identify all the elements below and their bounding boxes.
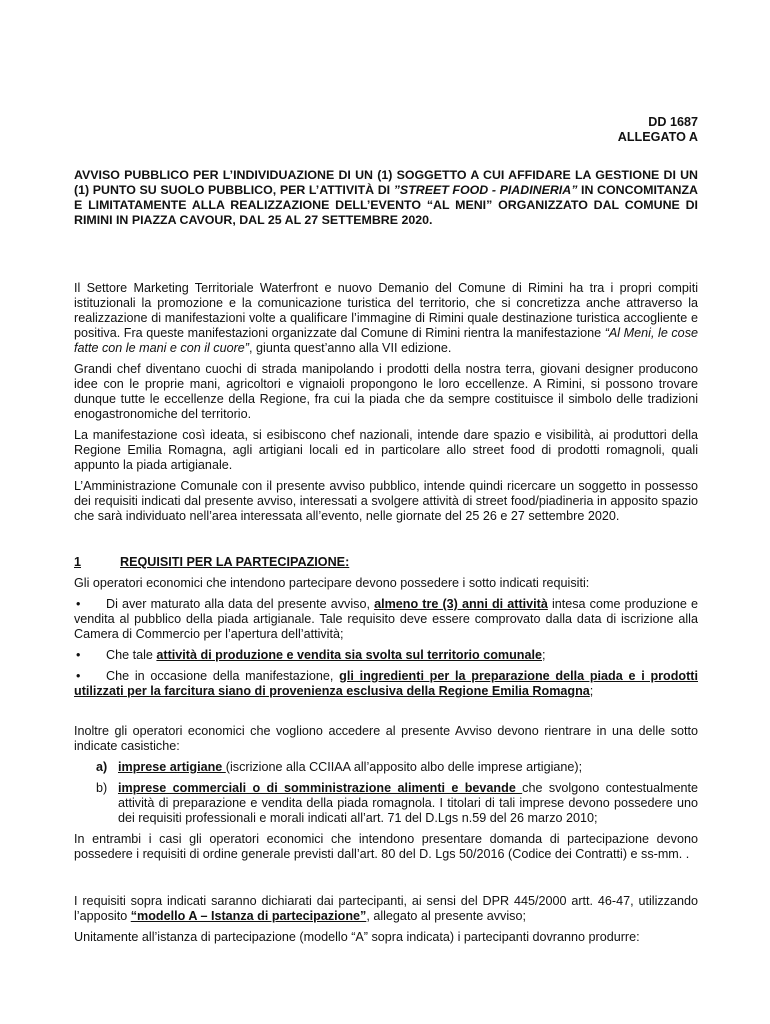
section-1-heading — [74, 555, 698, 570]
title-part-2: IN CONCOMITANZA E LIMITATAMENTE ALLA REALIZZAZIONE DELL’EVENTO “AL MENI” ORGANIZZATO DAL COMUNE DI RIMINI IN PIAZZA CAVOUR, DAL 25 AL 27 SETTEMBRE 2020. — [74, 183, 698, 227]
declaration-paragraph — [74, 894, 698, 924]
bullet-3-tail: ; — [589, 684, 594, 698]
document-body — [74, 115, 698, 945]
declaration-tail: , allegato al presente avviso; — [366, 909, 526, 923]
requirement-bullet-2 — [74, 648, 698, 663]
bullet-3-emphasis: gli ingredienti per la preparazione della piada e i prodotti utilizzati per la farcitura siano di provenienza esclusiva della Regione Emilia Romagna — [74, 669, 699, 698]
bullet-icon: • — [76, 648, 81, 662]
category-a-text: (iscrizione alla CCIIAA all’apposito albo delle imprese artigiane); — [225, 760, 583, 774]
intro-p1-text: Il Settore Marketing Territoriale Waterfront e nuovo Demanio del Comune di Rimini ha tra i propri compiti istituzionali la promozione e la comunicazione turistica del territorio, che si concretizza anche attraverso la realizzazione di manifestazioni volte a qualificare l’immagine di Rimini quale destinazione turistica accogliente e positiva. Fra queste manifestazioni organizzate dal Comune di Rimini rientra la manifestazione — [74, 281, 698, 340]
requirement-bullet-1 — [74, 597, 698, 642]
intro-paragraph-4: L’Amministrazione Comunale con il presente avviso pubblico, intende quindi ricercare un soggetto in possesso dei requisiti indicati dal presente avviso, interessati a svolgere attività di street food/piadineria in apposito spazio che sarà individuato nell’area interessata all’evento, nelle giornate del 25 26 e 27 settembre 2020. — [74, 479, 698, 523]
document-title — [74, 168, 698, 228]
bullet-2-emphasis: attività di produzione e vendita sia svolta sul territorio comunale — [156, 648, 542, 662]
attachment-label: ALLEGATO A — [617, 130, 698, 144]
bullet-icon: • — [76, 669, 81, 683]
document-reference: DD 1687 — [648, 115, 698, 129]
bullet-1-text: Di aver maturato alla data del presente avviso, — [106, 597, 375, 611]
category-b-body — [118, 781, 698, 826]
documents-intro-paragraph: Unitamente all’istanza di partecipazione (modello “A” sopra indicata) i partecipanti dovranno produrre: — [74, 930, 640, 944]
model-a-link-text: “modello A – Istanza di partecipazione” — [130, 909, 367, 923]
title-italic-part: ”STREET FOOD - PIADINERIA” — [393, 183, 578, 197]
intro-p1-italic: “Al Meni, le cose fatte con le mani e con il cuore” — [74, 326, 698, 355]
category-a — [74, 760, 698, 775]
category-a-emphasis: imprese artigiane — [118, 760, 226, 774]
bullet-2-text: Che tale — [106, 648, 157, 662]
intro-paragraph-3: La manifestazione così ideata, si esibiscono chef nazionali, intende dare spazio e visibilità, ai produttori della Regione Emilia Romagna, agli artigiani locali ed in particolare allo street food di prodotti romagnoli, quali appunto la piada artigianale. — [74, 428, 698, 472]
categories-intro: Inoltre gli operatori economici che vogliono accedere al presente Avviso devono rientrare in una delle sotto indicate casistiche: — [74, 724, 698, 753]
intro-paragraph-1 — [74, 281, 698, 356]
section-title: REQUISITI PER LA PARTECIPAZIONE: — [120, 555, 350, 569]
bullet-icon: • — [76, 597, 81, 611]
section-number: 1 — [74, 555, 82, 569]
category-b-emphasis: imprese commerciali o di somministrazione alimenti e bevande — [118, 781, 523, 795]
general-requirements-paragraph: In entrambi i casi gli operatori economici che intendono presentare domanda di partecipazione devono possedere i requisiti di ordine generale previsti dall’art. 80 del D. Lgs 50/2016 (Codice dei Contratti) e ss-mm. . — [74, 832, 698, 861]
category-b — [74, 781, 698, 826]
intro-p1-tail: , giunta quest’anno alla VII edizione. — [249, 341, 452, 355]
bullet-1-emphasis: almeno tre (3) anni di attività — [374, 597, 548, 611]
requirement-bullet-3 — [74, 669, 698, 699]
category-b-text: che svolgono contestualmente attività di preparazione e vendita della piada romagnola. I titolari di tali imprese devono possedere uno dei requisiti professionali e morali indicati all’art. 71 del D.Lgs n.59 del 26 marzo 2010; — [118, 781, 698, 825]
bullet-2-tail: ; — [542, 648, 546, 662]
category-a-body — [118, 760, 698, 775]
category-b-label: b) — [96, 781, 108, 795]
declaration-text: I requisiti sopra indicati saranno dichiarati dai partecipanti, ai sensi del DPR 445/2000 artt. 46-47, utilizzando l’apposito — [74, 894, 698, 923]
requirements-lead: Gli operatori economici che intendono partecipare devono possedere i sotto indicati requisiti: — [74, 576, 590, 590]
bullet-1-tail: intesa come produzione e vendita al pubblico della piada artigianale. Tale requisito deve essere comprovato dalla data di iscrizione alla Camera di Commercio per l’apertura dell’attività; — [74, 597, 698, 641]
title-part-1: AVVISO PUBBLICO PER L’INDIVIDUAZIONE DI UN (1) SOGGETTO A CUI AFFIDARE LA GESTIONE DI UN (1) PUNTO SU SUOLO PUBBLICO, PER L’ATTIVITÀ DI — [74, 168, 698, 197]
category-a-label: a) — [96, 760, 108, 774]
bullet-3-text: Che in occasione della manifestazione, — [106, 669, 340, 683]
intro-paragraph-2: Grandi chef diventano cuochi di strada manipolando i prodotti della nostra terra, giovani designer producono idee con le proprie mani, agricoltori e vignaioli propongono le loro eccellenze. A Rimini, si possono trovare dunque tutte le eccellenze della Regione, fra cui la piada che da sempre costituisce il simbolo delle tradizioni enogastronomiche del territorio. — [74, 362, 698, 421]
